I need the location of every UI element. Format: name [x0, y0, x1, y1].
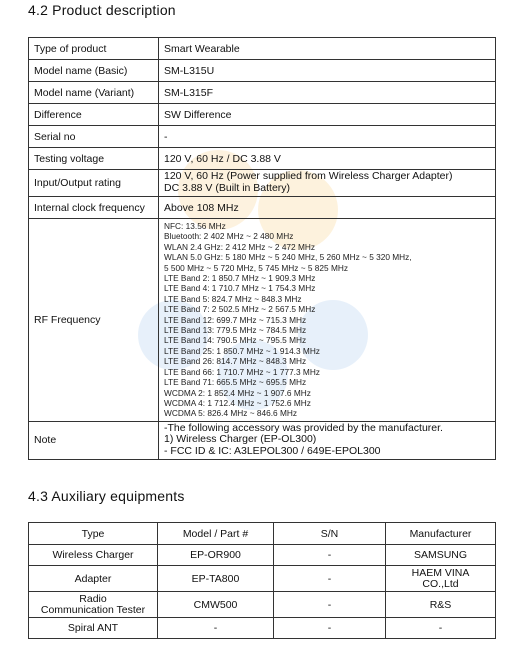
- rf-line: WLAN 5.0 GHz: 5 180 MHz ~ 5 240 MHz, 5 260 MHz ~ 5 320 MHz,: [164, 252, 412, 263]
- value-difference: SW Difference: [159, 104, 496, 126]
- cell-manufacturer: -: [386, 618, 496, 639]
- cell-manufacturer: R&S: [386, 592, 496, 618]
- cell-model: CMW500: [158, 592, 274, 618]
- label-model-basic: Model name (Basic): [29, 60, 159, 82]
- value-model-variant: SM-L315F: [159, 82, 496, 104]
- label-testing-voltage: Testing voltage: [29, 148, 159, 170]
- rf-line: LTE Band 12: 699.7 MHz ~ 715.3 MHz: [164, 314, 307, 325]
- value-testing-voltage: 120 V, 60 Hz / DC 3.88 V: [159, 148, 496, 170]
- cell-manufacturer: SAMSUNG: [386, 545, 496, 566]
- table-header-row: [29, 523, 496, 545]
- cell-sn: -: [274, 618, 386, 639]
- io-line: 120 V, 60 Hz (Power supplied from Wireless Charger Adapter): [164, 170, 453, 183]
- rf-line: LTE Band 25: 1 850.7 MHz ~ 1 914.3 MHz: [164, 345, 320, 356]
- product-description-table: [28, 37, 496, 460]
- table-row: [29, 170, 496, 197]
- note-line: - FCC ID & IC: A3LEPOL300 / 649E-EPOL300: [164, 444, 381, 457]
- rf-line: LTE Band 71: 665.5 MHz ~ 695.5 MHz: [164, 377, 307, 388]
- rf-line: LTE Band 2: 1 850.7 MHz ~ 1 909.3 MHz: [164, 273, 316, 284]
- label-note: Note: [29, 421, 159, 459]
- value-type-of-product: Smart Wearable: [159, 38, 496, 60]
- table-row: [29, 126, 496, 148]
- io-line: DC 3.88 V (Built in Battery): [164, 182, 291, 194]
- section-title-product-description: 4.2 Product description: [28, 2, 176, 18]
- label-clock-frequency: Internal clock frequency: [29, 197, 159, 219]
- rf-line: Bluetooth: 2 402 MHz ~ 2 480 MHz: [164, 231, 294, 242]
- rf-line: LTE Band 14: 790.5 MHz ~ 795.5 MHz: [164, 335, 307, 346]
- table-row: [29, 38, 496, 60]
- column-header-model: Model / Part #: [158, 523, 274, 545]
- value-clock-frequency: Above 108 MHz: [159, 197, 496, 219]
- cell-type: [29, 592, 158, 618]
- cell-type: Adapter: [29, 566, 158, 592]
- column-header-sn: S/N: [274, 523, 386, 545]
- rf-line: LTE Band 4: 1 710.7 MHz ~ 1 754.3 MHz: [164, 283, 316, 294]
- rf-line: LTE Band 5: 824.7 MHz ~ 848.3 MHz: [164, 293, 302, 304]
- rf-line: 5 500 MHz ~ 5 720 MHz, 5 745 MHz ~ 5 825 MHz: [164, 262, 348, 273]
- table-row: [29, 618, 496, 639]
- cell-model: -: [158, 618, 274, 639]
- table-row: [29, 219, 496, 422]
- rf-line: LTE Band 26: 814.7 MHz ~ 848.3 MHz: [164, 356, 307, 367]
- cell-type: Spiral ANT: [29, 618, 158, 639]
- rf-line: WLAN 2.4 GHz: 2 412 MHz ~ 2 472 MHz: [164, 241, 316, 252]
- column-header-manufacturer: Manufacturer: [386, 523, 496, 545]
- rf-line: WCDMA 4: 1 712.4 MHz ~ 1 752.6 MHz: [164, 397, 311, 408]
- label-difference: Difference: [29, 104, 159, 126]
- value-note: [159, 421, 496, 459]
- table-row: [29, 592, 496, 618]
- cell-sn: -: [274, 592, 386, 618]
- table-row: [29, 421, 496, 459]
- cell-sn: -: [274, 566, 386, 592]
- label-model-variant: Model name (Variant): [29, 82, 159, 104]
- column-header-type: Type: [29, 523, 158, 545]
- value-serial-no: -: [159, 126, 496, 148]
- table-row: [29, 60, 496, 82]
- table-row: [29, 104, 496, 126]
- note-line: 1) Wireless Charger (EP-OL300): [164, 433, 317, 446]
- label-io-rating: Input/Output rating: [29, 170, 159, 197]
- manufacturer-line: HAEM VINA: [411, 566, 470, 579]
- rf-line: WCDMA 2: 1 852.4 MHz ~ 1 907.6 MHz: [164, 387, 311, 398]
- manufacturer-line: CO.,Ltd: [422, 577, 459, 590]
- rf-line: LTE Band 66: 1 710.7 MHz ~ 1 777.3 MHz: [164, 366, 320, 377]
- cell-model: EP-OR900: [158, 545, 274, 566]
- rf-line: LTE Band 13: 779.5 MHz ~ 784.5 MHz: [164, 325, 307, 336]
- label-type-of-product: Type of product: [29, 38, 159, 60]
- value-io-rating: [159, 170, 496, 197]
- type-line: Communication Tester: [40, 603, 146, 616]
- rf-line: WCDMA 5: 826.4 MHz ~ 846.6 MHz: [164, 408, 298, 419]
- section-title-auxiliary-equipments: 4.3 Auxiliary equipments: [28, 488, 185, 504]
- table-row: [29, 197, 496, 219]
- table-row: [29, 148, 496, 170]
- value-rf-frequency: [159, 219, 496, 422]
- note-line: -The following accessory was provided by the manufacturer.: [164, 421, 443, 434]
- auxiliary-equipment-table: [28, 522, 496, 639]
- label-rf-frequency: RF Frequency: [29, 219, 159, 422]
- table-row: [29, 566, 496, 592]
- value-model-basic: SM-L315U: [159, 60, 496, 82]
- cell-manufacturer: [386, 566, 496, 592]
- rf-line: LTE Band 7: 2 502.5 MHz ~ 2 567.5 MHz: [164, 304, 316, 315]
- rf-line: NFC: 13.56 MHz: [164, 221, 226, 231]
- table-row: [29, 82, 496, 104]
- label-serial-no: Serial no: [29, 126, 159, 148]
- cell-model: EP-TA800: [158, 566, 274, 592]
- table-row: [29, 545, 496, 566]
- cell-type: Wireless Charger: [29, 545, 158, 566]
- type-line: Radio: [79, 592, 107, 605]
- cell-sn: -: [274, 545, 386, 566]
